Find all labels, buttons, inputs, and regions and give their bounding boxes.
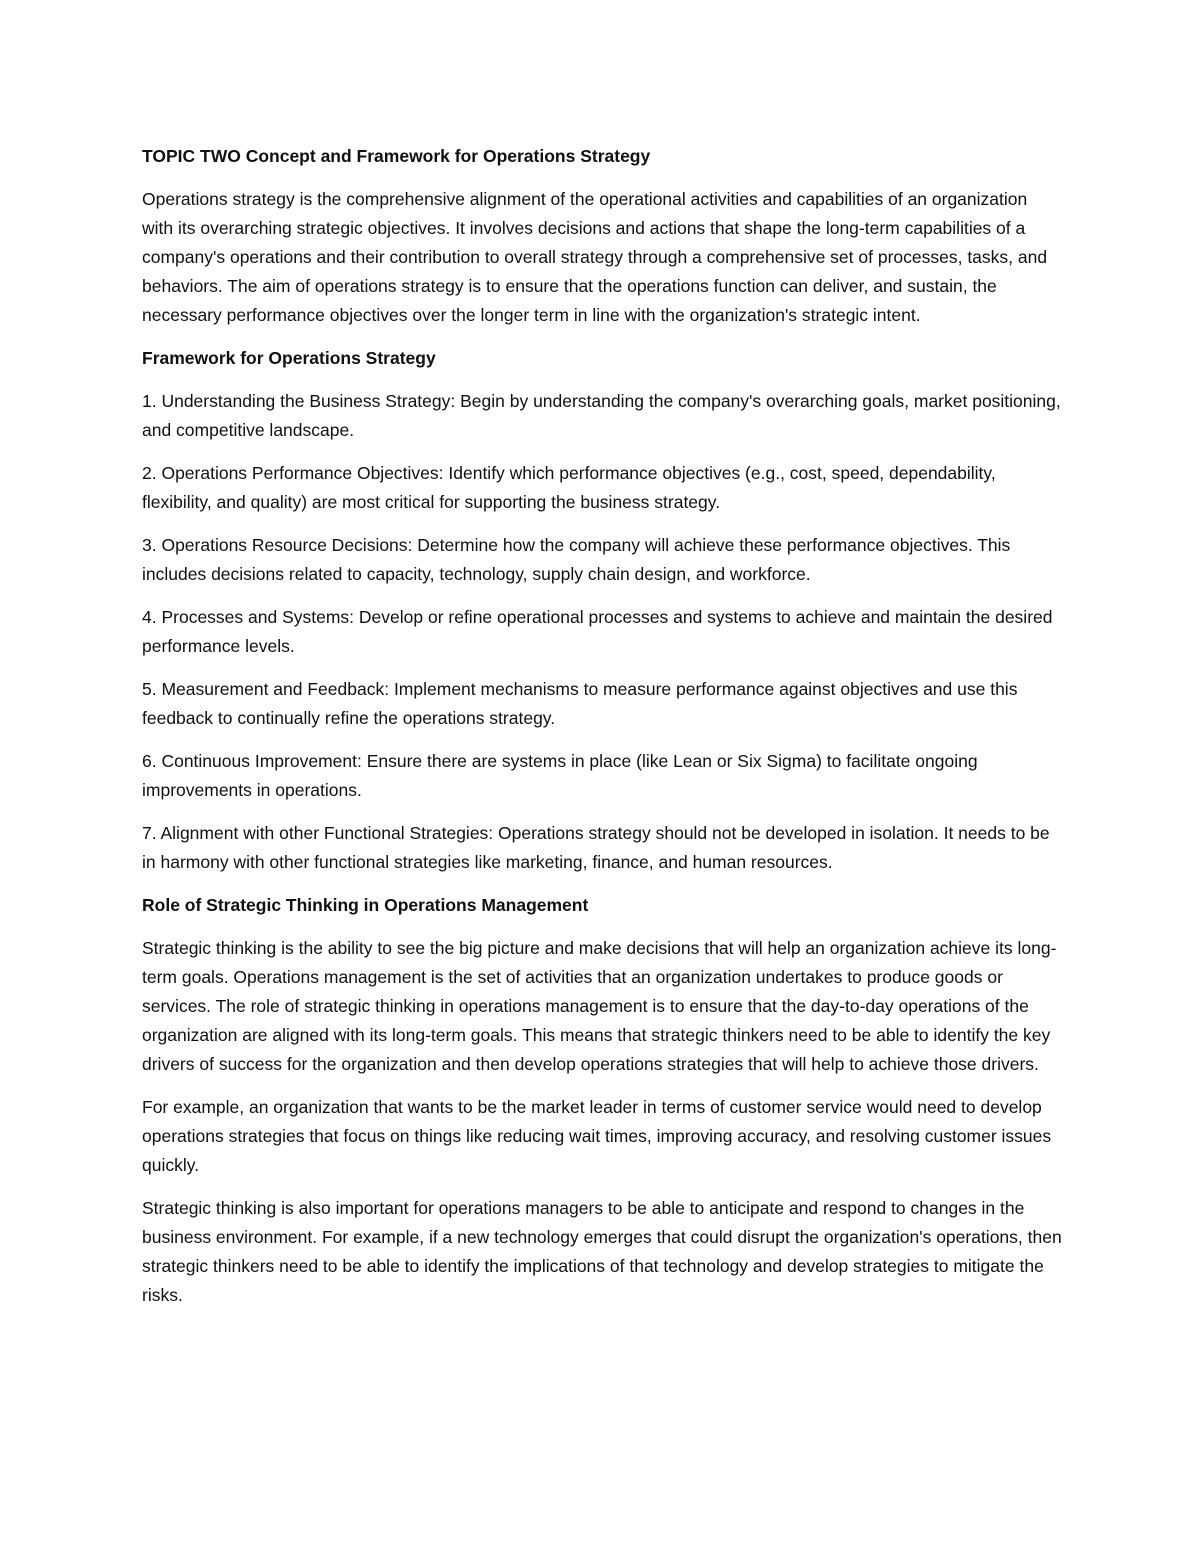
document-title: TOPIC TWO Concept and Framework for Operations Strategy: [142, 146, 651, 166]
framework-item-5: 5. Measurement and Feedback: Implement mechanisms to measure performance against objectives and use this feedback to continually refine the operations strategy.: [142, 679, 1018, 728]
framework-item-3: 3. Operations Resource Decisions: Determine how the company will achieve these performance objectives. This includes decisions related to capacity, technology, supply chain design, and workforce.: [142, 535, 1011, 584]
framework-item-7: 7. Alignment with other Functional Strategies: Operations strategy should not be developed in isolation. It needs to be in harmony with other functional strategies like marketing, finance, and human resources.: [142, 823, 1050, 872]
framework-item-2: 2. Operations Performance Objectives: Identify which performance objectives (e.g., cost, speed, dependability, flexibility, and quality) are most critical for supporting the business strategy.: [142, 463, 996, 512]
role-paragraph-1: Strategic thinking is the ability to see the big picture and make decisions that will help an organization achieve its long-term goals. Operations management is the set of activities that an organization undertakes to produce goods or services. The role of strategic thinking in operations management is to ensure that the day-to-day operations of the organization are aligned with its long-term goals. This means that strategic thinkers need to be able to identify the key drivers of success for the organization and then develop operations strategies that will help to achieve those drivers.: [142, 938, 1057, 1074]
document-page: [142, 142, 1062, 1310]
framework-heading: Framework for Operations Strategy: [142, 348, 436, 368]
role-paragraph-3: Strategic thinking is also important for operations managers to be able to anticipate and respond to changes in the business environment. For example, if a new technology emerges that could disrupt the organization's operations, then strategic thinkers need to be able to identify the implications of that technology and develop strategies to mitigate the risks.: [142, 1198, 1062, 1305]
framework-item-4: 4. Processes and Systems: Develop or refine operational processes and systems to achieve and maintain the desired performance levels.: [142, 607, 1053, 656]
role-heading: Role of Strategic Thinking in Operations Management: [142, 895, 589, 915]
framework-item-1: 1. Understanding the Business Strategy: Begin by understanding the company's overarching goals, market positioning, and competitive landscape.: [142, 391, 1061, 440]
role-paragraph-2: For example, an organization that wants to be the market leader in terms of customer service would need to develop operations strategies that focus on things like reducing wait times, improving accuracy, and resolving customer issues quickly.: [142, 1097, 1052, 1175]
intro-paragraph: Operations strategy is the comprehensive alignment of the operational activities and capabilities of an organization with its overarching strategic objectives. It involves decisions and actions that shape the long-term capabilities of a company's operations and their contribution to overall strategy through a comprehensive set of processes, tasks, and behaviors. The aim of operations strategy is to ensure that the operations function can deliver, and sustain, the necessary performance objectives over the longer term in line with the organization's strategic intent.: [142, 189, 1048, 325]
framework-item-6: 6. Continuous Improvement: Ensure there are systems in place (like Lean or Six Sigma) to facilitate ongoing improvements in operations.: [142, 751, 978, 800]
